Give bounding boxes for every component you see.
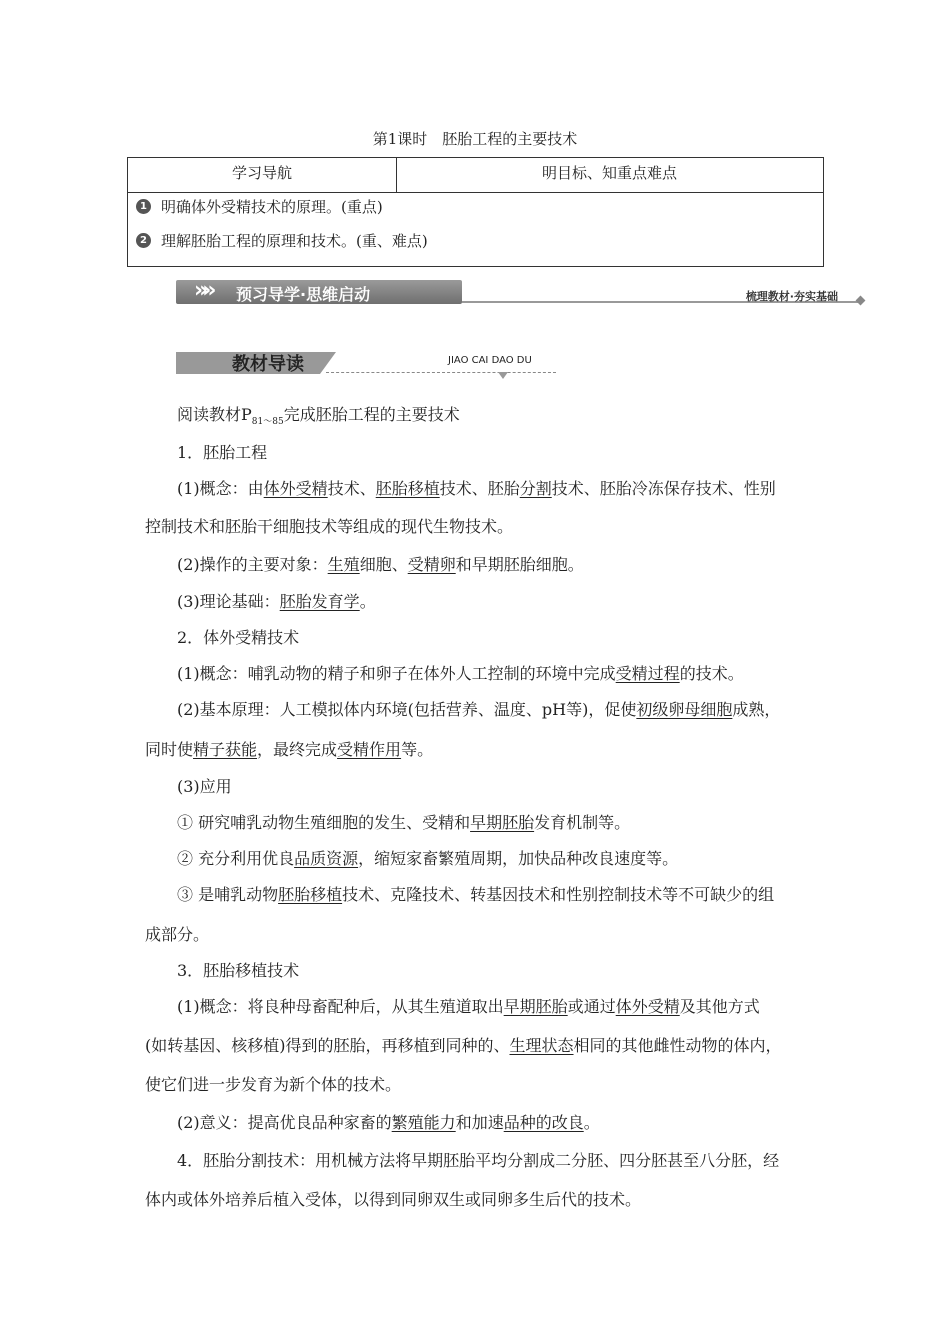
section-title: 教材导读: [232, 354, 304, 375]
banner-label: »» 预习导学·思维启动: [176, 280, 462, 304]
goal-text: 明确体外受精技术的原理。(重点): [161, 198, 383, 216]
paragraph-line: 成部分。: [145, 925, 210, 944]
learning-guide-table: [127, 157, 824, 267]
section-header: [176, 348, 558, 380]
table-header: [128, 158, 823, 193]
banner-subtitle: 梳理教材·夯实基础: [745, 290, 838, 303]
paragraph-line: (3)理论基础：胚胎发育学。: [177, 592, 376, 611]
heading-embryo-engineering: 1．胚胎工程: [177, 443, 268, 462]
paragraph-line: ① 研究哺乳动物生殖细胞的发生、受精和早期胚胎发育机制等。: [177, 813, 631, 832]
heading-embryo-transfer: 3．胚胎移植技术: [177, 961, 300, 980]
diamond-icon: [856, 296, 866, 306]
header-goals: 明目标、知重点难点: [541, 164, 677, 182]
paragraph-line: 控制技术和胚胎干细胞技术等组成的现代生物技术。: [145, 517, 514, 536]
intro-line: 阅读教材$P_{81\sim 85}$完成胚胎工程的主要技术: [177, 405, 460, 428]
paragraph-line: (2)操作的主要对象：生殖细胞、受精卵和早期胚胎细胞。: [177, 555, 584, 574]
double-chevron-icon: »»: [194, 278, 211, 303]
paragraph-line: (1)概念：由体外受精技术、胚胎移植技术、胚胎分割技术、胚胎冷冻保存技术、性别: [177, 479, 776, 498]
section-divider: [326, 372, 556, 373]
paragraph-line: (如转基因、核移植)得到的胚胎，再移植到同种的、生理状态相同的其他雌性动物的体内，: [145, 1036, 782, 1055]
header-learning-guide: 学习导航: [128, 158, 397, 192]
paragraph-line: 同时使精子获能，最终完成受精作用等。: [145, 740, 434, 759]
paragraph-line: (2)基本原理：人工模拟体内环境(包括营养、温度、pH等)，促使初级卵母细胞成熟，: [177, 700, 781, 719]
section-english: JIAO CAI DAO DU: [448, 355, 532, 366]
paragraph-line: 4．胚胎分割技术：用机械方法将早期胚胎平均分割成二分胚、四分胚甚至八分胚，经: [177, 1151, 780, 1170]
goal-item: [136, 230, 428, 251]
preview-banner: [176, 276, 866, 310]
paragraph-line: ② 充分利用优良品质资源，缩短家畜繁殖周期，加快品种改良速度等。: [177, 849, 679, 868]
goal-item: [136, 196, 383, 217]
paragraph-line: 体内或体外培养后植入受体，以得到同卵双生或同卵多生后代的技术。: [145, 1190, 642, 1209]
paragraph-line: ③ 是哺乳动物胚胎移植技术、克隆技术、转基因技术和性别控制技术等不可缺少的组: [177, 885, 775, 904]
number-1-icon: 1: [136, 199, 151, 214]
down-arrow-icon: [498, 372, 508, 379]
paragraph-line: (1)概念：哺乳动物的精子和卵子在体外人工控制的环境中完成受精过程的技术。: [177, 664, 744, 683]
paragraph-line: (1)概念：将良种母畜配种后，从其生殖道取出早期胚胎或通过体外受精及其他方式: [177, 997, 760, 1016]
page-title: 第1课时 胚胎工程的主要技术: [372, 130, 578, 148]
goal-text: 理解胚胎工程的原理和技术。(重、难点): [161, 232, 428, 250]
heading-ivf: 2．体外受精技术: [177, 628, 300, 647]
number-2-icon: 2: [136, 233, 151, 248]
heading-application: (3)应用: [177, 777, 232, 796]
paragraph-line: (2)意义：提高优良品种家畜的繁殖能力和加速品种的改良。: [177, 1113, 600, 1132]
paragraph-line: 使它们进一步发育为新个体的技术。: [145, 1075, 402, 1094]
